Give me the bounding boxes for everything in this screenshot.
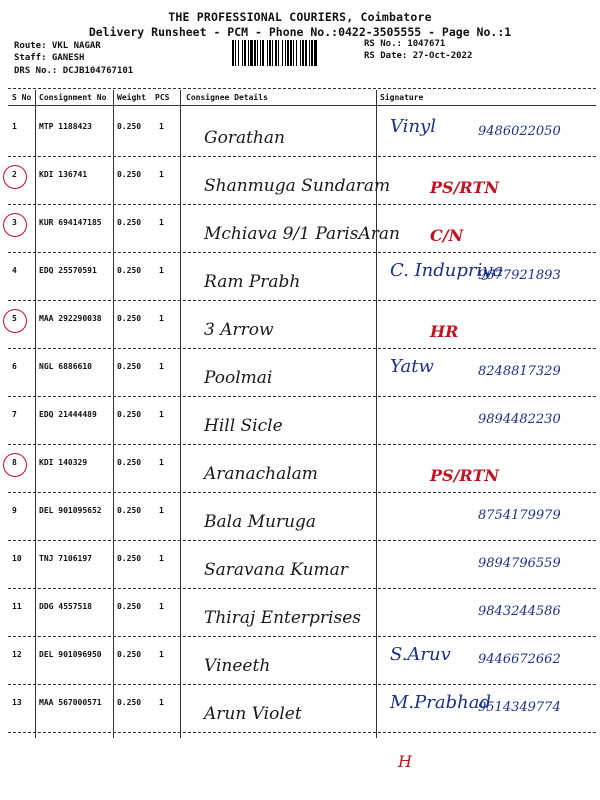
row-consignment-number: MAA 567000571 [39,698,102,707]
row-pcs: 1 [159,554,164,563]
row-consignment-number: KDI 140329 [39,458,88,467]
row-consignee-handwritten: Mchiava 9/1 ParisAran [204,224,400,244]
row-phone-number: 9486022050 [478,124,561,139]
row-serial: 9 [12,506,17,515]
row-weight: 0.250 [117,218,142,227]
row-weight: 0.250 [117,650,142,659]
row-serial: 5 [12,314,17,323]
row-consignee-handwritten: 3 Arrow [204,320,274,340]
row-serial: 8 [12,458,17,467]
rs-date: RS Date: 27-Oct-2022 [364,51,473,61]
row-serial: 10 [12,554,22,563]
row-serial: 6 [12,362,17,371]
row-consignee-handwritten: Ram Prabh [204,272,301,292]
row-signature: C. Indupriya [390,260,504,281]
row-pcs: 1 [159,410,164,419]
row-divider [8,588,596,589]
row-weight: 0.250 [117,506,142,515]
column-divider [35,90,36,738]
row-weight: 0.250 [117,362,142,371]
column-header-consignee: Consignee Details [186,93,268,102]
row-status-mark: PS/RTN [430,178,499,197]
row-consignee-handwritten: Vineeth [204,656,271,676]
row-pcs: 1 [159,458,164,467]
row-weight: 0.250 [117,698,142,707]
row-serial: 13 [12,698,22,707]
row-divider [8,204,596,205]
row-consignee-handwritten: Aranachalam [204,464,318,484]
row-consignee-handwritten: Hill Sicle [204,416,283,436]
row-divider [8,732,596,733]
header-underline [8,105,596,106]
row-signature: Vinyl [390,116,436,137]
row-consignee-handwritten: Gorathan [204,128,285,148]
row-phone-number: 9894796559 [478,556,561,571]
row-consignment-number: KUR 694147185 [39,218,102,227]
column-header-pcs: PCS [155,93,170,102]
column-header-signature: Signature [380,93,424,102]
row-phone-number: 9514349774 [478,700,561,715]
row-pcs: 1 [159,650,164,659]
row-consignment-number: MAA 292290038 [39,314,102,323]
row-weight: 0.250 [117,170,142,179]
row-divider [8,636,596,637]
row-pcs: 1 [159,218,164,227]
row-consignment-number: DDG 4557518 [39,602,92,611]
row-divider [8,492,596,493]
row-consignment-number: MTP 1188423 [39,122,92,131]
row-serial: 11 [12,602,22,611]
row-consignee-handwritten: Saravana Kumar [204,560,348,580]
barcode-gap [317,40,318,66]
drs-label: DRS No.: DCJB104767101 [14,66,134,76]
row-circle-mark [3,213,27,237]
row-divider [8,396,596,397]
row-weight: 0.250 [117,266,142,275]
header-divider [8,88,596,89]
rs-number: RS No.: 1047671 [364,39,446,49]
row-pcs: 1 [159,266,164,275]
row-consignment-number: TNJ 7106197 [39,554,92,563]
row-status-mark: C/N [430,226,464,245]
column-header-sno: S No [12,93,32,102]
row-weight: 0.250 [117,314,142,323]
route-label: Route: VKL NAGAR [14,41,101,51]
row-divider [8,300,596,301]
column-header-consignment: Consignment No [39,93,107,102]
column-divider [113,90,114,738]
row-phone-number: 9843244586 [478,604,561,619]
row-pcs: 1 [159,314,164,323]
page-subtitle: Delivery Runsheet - PCM - Phone No.:0422-3505555 - Page No.:1 [88,25,512,39]
footer-mark: H [398,752,412,771]
row-weight: 0.250 [117,410,142,419]
row-pcs: 1 [159,122,164,131]
row-serial: 4 [12,266,17,275]
row-pcs: 1 [159,362,164,371]
row-pcs: 1 [159,170,164,179]
row-consignment-number: EDQ 25570591 [39,266,97,275]
row-status-mark: PS/RTN [430,466,499,485]
row-status-mark: HR [430,322,459,341]
column-divider [180,90,181,738]
row-serial: 1 [12,122,17,131]
row-weight: 0.250 [117,554,142,563]
row-consignment-number: EDQ 21444489 [39,410,97,419]
row-consignee-handwritten: Bala Muruga [204,512,317,532]
row-signature: M.Prabhad [390,692,491,713]
row-divider [8,156,596,157]
column-header-weight: Weight [117,93,146,102]
row-pcs: 1 [159,602,164,611]
row-consignment-number: NGL 6886610 [39,362,92,371]
row-serial: 3 [12,218,17,227]
row-serial: 7 [12,410,17,419]
row-consignment-number: KDI 136741 [39,170,88,179]
row-weight: 0.250 [117,458,142,467]
row-phone-number: 8248817329 [478,364,561,379]
row-circle-mark [3,453,27,477]
row-consignee-handwritten: Poolmai [204,368,273,388]
row-pcs: 1 [159,506,164,515]
row-phone-number: 9677921893 [478,268,561,283]
row-consignee-handwritten: Shanmuga Sundaram [204,176,391,196]
row-divider [8,444,596,445]
row-phone-number: 9894482230 [478,412,561,427]
row-phone-number: 9446672662 [478,652,561,667]
row-consignee-handwritten: Thiraj Enterprises [204,608,361,628]
barcode [232,40,356,66]
row-signature: Yatw [390,356,434,377]
row-weight: 0.250 [117,602,142,611]
page-title: THE PROFESSIONAL COURIERS, Coimbatore [168,10,432,24]
row-divider [8,252,596,253]
row-consignee-handwritten: Arun Violet [204,704,302,724]
row-serial: 2 [12,170,17,179]
row-phone-number: 8754179979 [478,508,561,523]
row-consignment-number: DEL 901095652 [39,506,102,515]
row-pcs: 1 [159,698,164,707]
row-divider [8,684,596,685]
row-consignment-number: DEL 901096950 [39,650,102,659]
row-serial: 12 [12,650,22,659]
row-divider [8,540,596,541]
row-circle-mark [3,309,27,333]
row-circle-mark [3,165,27,189]
row-divider [8,348,596,349]
row-signature: S.Aruv [390,644,451,665]
row-weight: 0.250 [117,122,142,131]
staff-label: Staff: GANESH [14,53,85,63]
